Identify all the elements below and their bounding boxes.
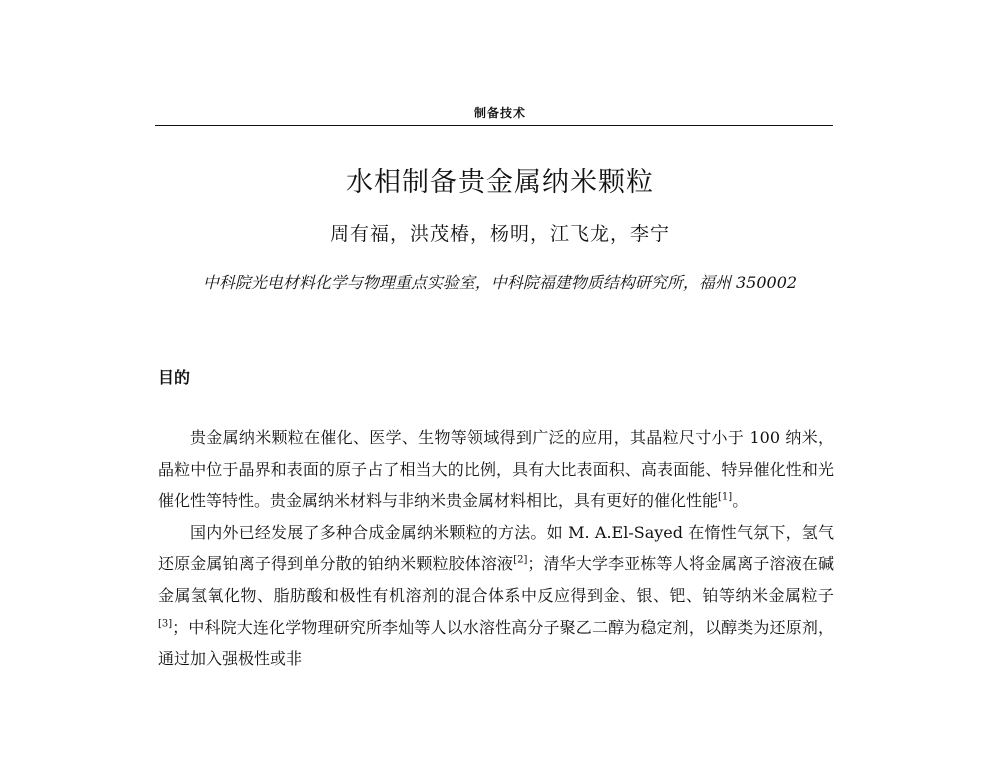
paragraph-2-text-a: 国内外已经发展了多种合成金属纳米颗粒的方法。如 M. A.El-Sayed 在惰性气氛下，氢气还原金属铂离子得到单分散的铂纳米颗粒胶体溶液 (158, 522, 834, 574)
citation-1: [1] (718, 491, 733, 503)
citation-3: [3] (158, 618, 173, 630)
section-heading-purpose: 目的 (158, 368, 191, 387)
affiliation: 中科院光电材料化学与物理重点实验室，中科院福建物质结构研究所，福州 350002 (202, 273, 798, 292)
citation-2: [2] (513, 555, 528, 567)
paragraph-2 (158, 517, 834, 675)
paragraph-1 (158, 422, 834, 517)
paragraph-2-text-b: ；清华大学李亚栋等人将金属离子溶液在碱金属氢氧化物、脂肪酸和极性有机溶剂的混合体系中反应得到金、银、钯、铂等纳米金属粒子 (158, 554, 834, 605)
header-rule (155, 125, 833, 126)
paragraph-1-text: 贵金属纳米颗粒在催化、医学、生物等领域得到广泛的应用，其晶粒尺寸小于 100 纳米，晶粒中位于晶界和表面的原子占了相当大的比例，具有大比表面积、高表面能、特异催化性和光催化性等特性。贵金属纳米材料与非纳米贵金属材料相比，具有更好的催化性能 (158, 428, 834, 511)
running-header: 制备技术 (473, 106, 526, 120)
article-title: 水相制备贵金属纳米颗粒 (346, 167, 654, 198)
paragraph-1-end: 。 (732, 491, 749, 511)
body-text (158, 422, 834, 675)
author-list: 周有福，洪茂椿，杨明，江飞龙，李宁 (329, 223, 670, 245)
paragraph-2-text-c: ；中科院大连化学物理研究所李灿等人以水溶性高分子聚乙二醇为稳定剂，以醇类为还原剂，通过加入强极性或非 (158, 617, 834, 669)
